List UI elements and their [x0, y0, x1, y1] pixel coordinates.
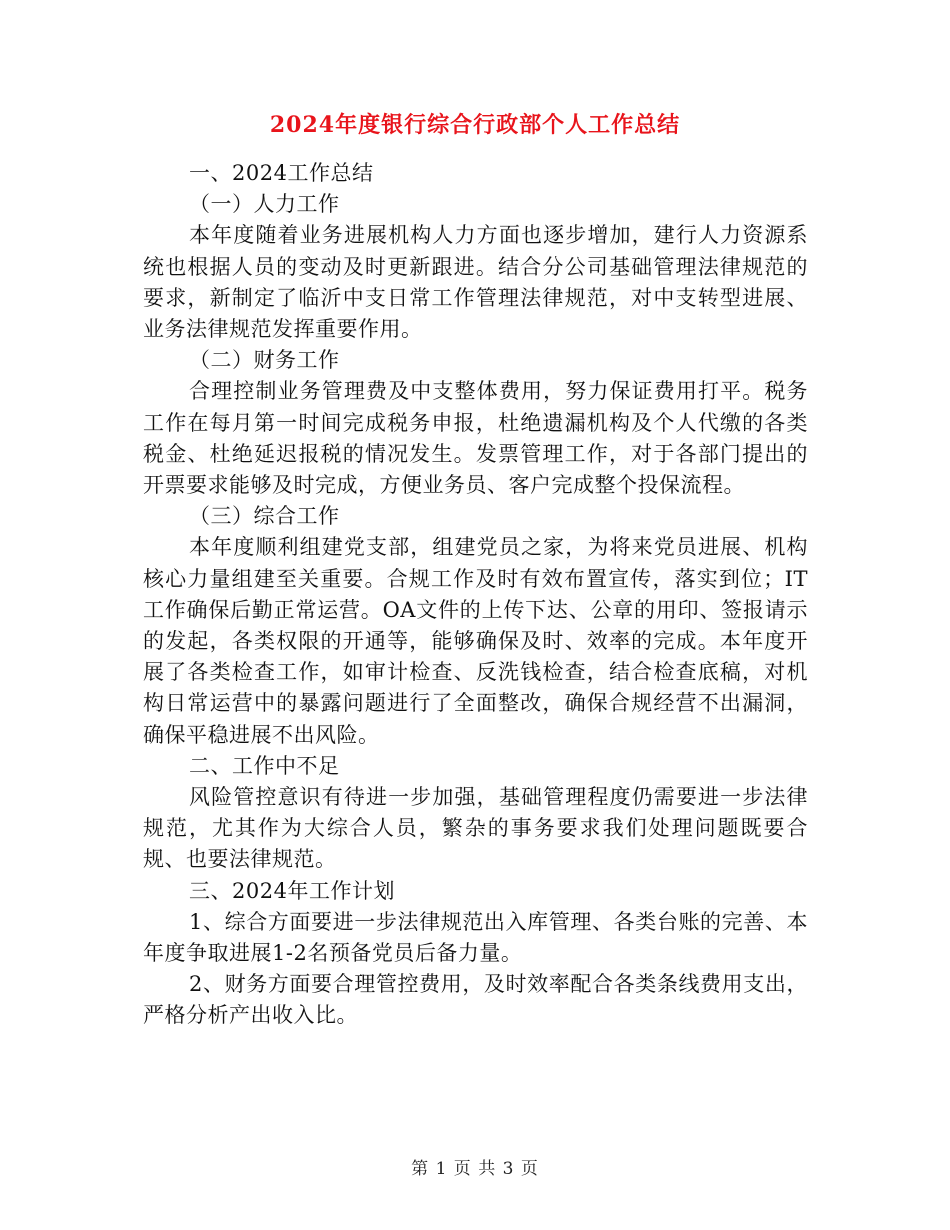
page-footer: 第 1 页 共 3 页	[411, 1159, 539, 1179]
subsection-heading-hr: （一）人力工作	[189, 192, 340, 217]
section-heading-3: 三、2024年工作计划	[189, 878, 395, 903]
document-body	[143, 158, 808, 1032]
section-heading-1: 一、2024工作总结	[189, 161, 374, 185]
paragraph-plan-2: 2、财务方面要合理管控费用，及时效率配合各类条线费用支出，严格分析产出收入比。	[143, 972, 808, 1028]
paragraph-general: 本年度顺利组建党支部，组建党员之家，为将来党员进展、机构核心力量组建至关重要。合规工作及时有效布置宣传，落实到位；IT工作确保后勤正常运营。OA文件的上传下达、公章的用印、签报请示的发起，各类权限的开通等，能够确保及时、效率的完成。本年度开展了各类检查工作，如审计检查、反洗钱检查，结合检查底稿，对机构日常运营中的暴露问题进行了全面整改，确保合规经营不出漏洞，确保平稳进展不出风险。	[143, 535, 808, 747]
paragraph-plan-1: 1、综合方面要进一步法律规范出入库管理、各类台账的完善、本年度争取进展1-2名预备党员后备力量。	[143, 909, 808, 966]
subsection-heading-general: （三）综合工作	[189, 504, 340, 529]
paragraph-shortcomings: 风险管控意识有待进一步加强，基础管理程度仍需要进一步法律规范，尤其作为大综合人员，繁杂的事务要求我们处理问题既要合规、也要法律规范。	[143, 785, 808, 872]
subsection-heading-finance: （二）财务工作	[189, 348, 340, 373]
paragraph-hr: 本年度随着业务进展机构人力方面也逐步增加，建行人力资源系统也根据人员的变动及时更新跟进。结合分公司基础管理法律规范的要求，新制定了临沂中支日常工作管理法律规范，对中支转型进展、业务法律规范发挥重要作用。	[143, 223, 808, 342]
section-heading-2: 二、工作中不足	[189, 753, 340, 778]
paragraph-finance: 合理控制业务管理费及中支整体费用，努力保证费用打平。税务工作在每月第一时间完成税务申报，杜绝遗漏机构及个人代缴的各类税金、杜绝延迟报税的情况发生。发票管理工作，对于各部门提出的开票要求能够及时完成，方便业务员、客户完成整个投保流程。	[143, 379, 808, 498]
document-title: 2024年度银行综合行政部个人工作总结	[269, 112, 681, 138]
